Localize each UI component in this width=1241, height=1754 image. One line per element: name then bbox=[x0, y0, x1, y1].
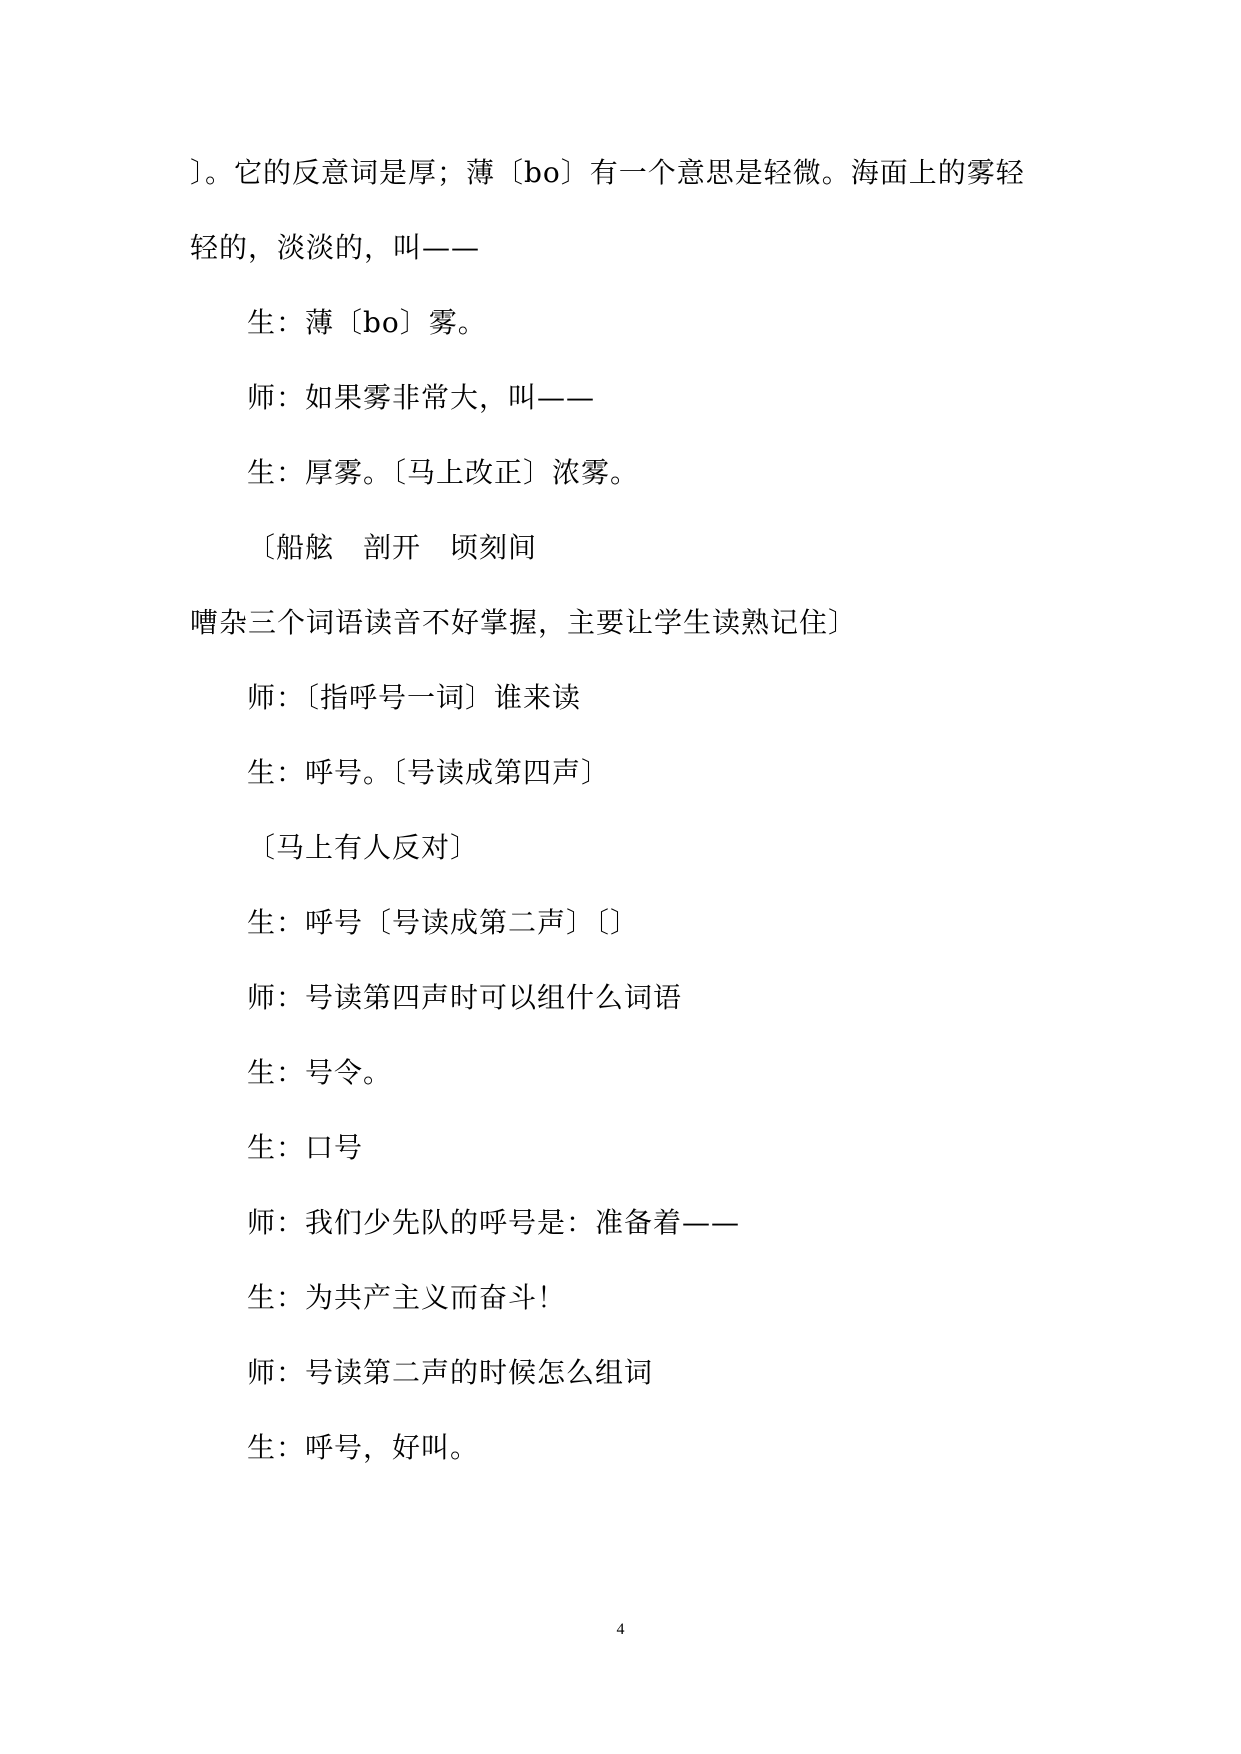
text-line: 师：号读第二声的时候怎么组词 bbox=[247, 1356, 654, 1389]
text-line: 师：我们少先队的呼号是：准备着—— bbox=[247, 1206, 741, 1239]
text-line: 生：口号 bbox=[247, 1131, 364, 1164]
text-line: 生：厚雾。〔马上改正〕浓雾。 bbox=[247, 456, 640, 489]
text-line: 〕。它的反意词是厚；薄〔bo〕有一个意思是轻微。海面上的雾轻 bbox=[190, 156, 1025, 189]
text-line: 嘈杂三个词语读音不好掌握，主要让学生读熟记住〕 bbox=[190, 606, 858, 639]
text-line: 〔马上有人反对〕 bbox=[247, 831, 480, 864]
text-line: 生：呼号。〔号读成第四声〕 bbox=[247, 756, 611, 789]
text-line: 生：薄〔bo〕雾。 bbox=[247, 306, 487, 339]
text-line: 师：如果雾非常大，叫—— bbox=[247, 381, 596, 414]
text-line: 〔船舷 剖开 顷刻间 bbox=[247, 531, 538, 564]
text-line: 轻的，淡淡的，叫—— bbox=[190, 231, 481, 264]
text-line: 生：为共产主义而奋斗！ bbox=[247, 1281, 567, 1314]
text-line: 师：号读第四声时可以组什么词语 bbox=[247, 981, 683, 1014]
text-line: 生：呼号，好叫。 bbox=[247, 1431, 480, 1464]
page-number: 4 bbox=[616, 1621, 625, 1638]
text-line: 生：呼号〔号读成第二声〕〔〕 bbox=[247, 906, 640, 939]
text-line: 生：号令。 bbox=[247, 1056, 393, 1089]
text-line: 师：〔指呼号一词〕谁来读 bbox=[247, 681, 582, 714]
